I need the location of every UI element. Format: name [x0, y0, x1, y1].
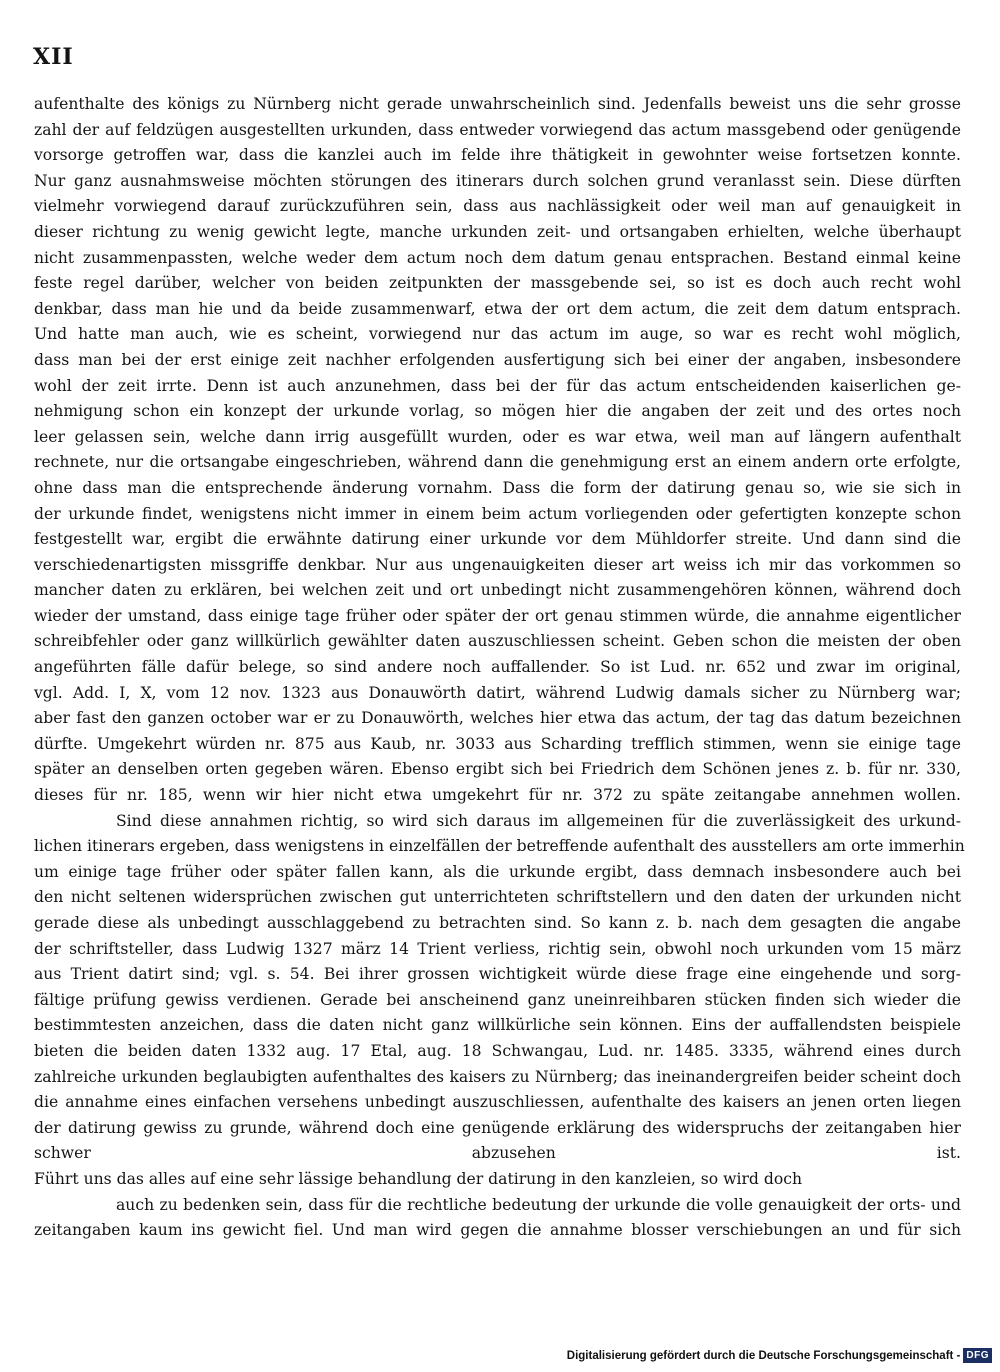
dfg-logo: DFG: [963, 1348, 992, 1363]
text-line: denkbar, dass man hie und da beide zusammenwarf, etwa der ort dem actum, die zeit dem datum entsprach.: [34, 299, 961, 318]
text-line: aus Trient datirt sind; vgl. s. 54. Bei ihrer grossen wichtigkeit würde diese frage eine eingehende und sorg-: [34, 965, 961, 984]
text-line: bieten die beiden daten 1332 aug. 17 Etal, aug. 18 Schwangau, Lud. nr. 1485. 3335, während eines durch: [34, 1041, 961, 1060]
text-line: Und hatte man auch, wie es scheint, vorwiegend nur das actum im auge, so war es recht wohl möglich,: [34, 325, 961, 344]
text-line: dieses für nr. 185, wenn wir hier nicht etwa umgekehrt für nr. 372 zu späte zeitangabe annehmen wollen.: [34, 786, 961, 805]
page-number: XII: [33, 44, 74, 70]
text-line: den nicht seltenen widersprüchen zwischen gut unterrichteten schriftstellern und den daten der urkunden nicht: [34, 888, 961, 907]
text-line: festgestellt war, ergibt die erwähnte datirung einer urkunde vor dem Mühldorfer streite. Und dann sind die: [34, 530, 961, 549]
text-line: vielmehr vorwiegend darauf zurückzuführen sein, dass aus nachlässigkeit oder weil man auf genauigkeit in: [34, 197, 961, 216]
text-line: leer gelassen sein, welche dann irrig ausgefüllt wurden, oder es war etwa, weil man auf längern aufenthalt: [34, 427, 961, 446]
text-line: nehmigung schon ein konzept der urkunde vorlag, so mögen hier die angaben der zeit und des ortes noch: [34, 402, 961, 421]
text-line: der schriftsteller, dass Ludwig 1327 märz 14 Trient verliess, richtig sein, obwohl noch urkunden vom 15 märz: [34, 939, 961, 958]
text-line: bestimmtesten anzeichen, dass die daten nicht ganz willkürliche sein können. Eins der auffallendsten beispiele: [34, 1016, 961, 1035]
text-line: Führt uns das alles auf eine sehr lässige behandlung der datirung in den kanzleien, so wird doch: [34, 1169, 802, 1188]
text-line: aufenthalte des königs zu Nürnberg nicht gerade unwahrscheinlich sind. Jedenfalls beweist uns die sehr grosse: [34, 95, 961, 113]
text-line: zahlreiche urkunden beglaubigten aufenthaltes des kaisers zu Nürnberg; das ineinandergreifen beider scheint doch: [34, 1067, 961, 1086]
text-line: mancher daten zu erklären, bei welchen zeit und ort unbedingt nicht zusammengehören können, während doch: [34, 581, 961, 600]
body-text: [34, 92, 965, 1269]
text-line: gerade diese als unbedingt ausschlaggebend zu betrachten sind. So kann z. b. nach dem gesagten die angabe: [34, 914, 961, 932]
text-line: [34, 1244, 961, 1270]
text-line: ohne dass man die entsprechende änderung vornahm. Dass die form der datirung genau so, wie sie sich in: [34, 478, 961, 497]
digitization-footer: [567, 1348, 992, 1363]
text-line: aber fast den ganzen october war er zu Donauwörth, welches hier etwa das actum, der tag das datum bezeichnen: [34, 709, 961, 728]
text-line: angeführten fälle dafür belege, so sind andere noch auffallender. So ist Lud. nr. 652 und zwar im original,: [34, 658, 961, 677]
text-line: Nur ganz ausnahmsweise möchten störungen des itinerars durch solchen grund veranlasst sein. Diese dürften: [34, 171, 961, 190]
text-line: dürfte. Umgekehrt würden nr. 875 aus Kaub, nr. 3033 aus Scharding trefflich stimmen, wenn sie einige tage: [34, 734, 961, 753]
text-line: um einige tage früher oder später fallen kann, als die urkunde ergibt, dass demnach insbesondere auch bei: [34, 862, 961, 881]
footer-credit: Digitalisierung gefördert durch die Deutsche Forschungsgemeinschaft -: [566, 1349, 961, 1362]
text-line: dieser richtung zu wenig gewicht legte, manche urkunden zeit- und ortsangaben erhielten, welche überhaupt: [34, 222, 961, 241]
text-line: fältige prüfung gewiss verdienen. Gerade bei anscheinend ganz uneinreihbaren stücken finden sich wieder die: [34, 990, 961, 1009]
text-line: schreibfehler oder ganz willkürlich gewählter daten auszuschliessen scheint. Geben schon die meisten der oben: [34, 632, 961, 651]
text-line: wohl der zeit irrte. Denn ist auch anzunehmen, dass bei der für das actum entscheidenden kaiserlichen ge-: [34, 376, 961, 395]
text-line: wieder der umstand, dass einige tage früher oder später der ort genau stimmen würde, die annahme eigentlicher: [34, 606, 961, 625]
text-line: nicht zusammenpassten, welche weder dem actum noch dem datum genau entsprachen. Bestand einmal keine: [34, 248, 961, 267]
text-line: verschiedenartigsten missgriffe denkbar. Nur aus ungenauigkeiten dieser art weiss ich mir das vorkommen so: [34, 555, 961, 574]
text-line: vgl. Add. I, X, vom 12 nov. 1323 aus Donauwörth datirt, während Ludwig damals sicher zu Nürnberg war;: [34, 683, 961, 702]
text-line: der datirung gewiss zu grunde, während doch eine genügende erklärung des widerspruchs der zeitangaben hier: [34, 1118, 961, 1137]
text-line: rechnete, nur die ortsangabe eingeschrieben, während dann die genehmigung erst an einem andern orte erfolgte,: [34, 453, 961, 472]
text-line: die annahme eines einfachen versehens unbedingt auszuschliessen, aufenthalte des kaisers an jenen orten liegen: [34, 1093, 961, 1112]
text-line: auch zu bedenken sein, dass für die rechtliche bedeutung der urkunde die volle genauigkeit der orts- und: [116, 1195, 961, 1214]
text-line: Sind diese annahmen richtig, so wird sich daraus im allgemeinen für die zuverlässigkeit des urkund-: [116, 811, 961, 830]
text-line: schwer abzusehen ist.: [34, 1144, 961, 1163]
text-line: der urkunde findet, wenigstens nicht immer in einem beim actum vorliegenden oder gefertigten konzepte schon: [34, 504, 961, 523]
text-line: vorsorge getroffen war, dass die kanzlei auch im felde ihre thätigkeit in gewohnter weise fortsetzen konnte.: [34, 146, 961, 165]
text-line: feste regel darüber, welcher von beiden zeitpunkten der massgebende sei, so ist es doch auch recht wohl: [34, 274, 961, 293]
text-line: dass man bei der erst einige zeit nachher erfolgenden ausfertigung sich bei einer der angaben, insbesondere: [34, 350, 961, 369]
text-line: zahl der auf feldzügen ausgestellten urkunden, dass entweder vorwiegend das actum massgebend oder genügende: [34, 120, 961, 139]
text-line: später an denselben orten gegeben wären. Ebenso ergibt sich bei Friedrich dem Schönen jenes z. b. für nr. 330,: [34, 760, 961, 779]
text-line: lichen itinerars ergeben, dass wenigstens in einzelfällen der betreffende aufenthalt des ausstellers am orte immerhin: [34, 837, 965, 856]
text-line: zeitangaben kaum ins gewicht fiel. Und man wird gegen die annahme blosser verschiebungen an und für sich: [34, 1221, 961, 1240]
